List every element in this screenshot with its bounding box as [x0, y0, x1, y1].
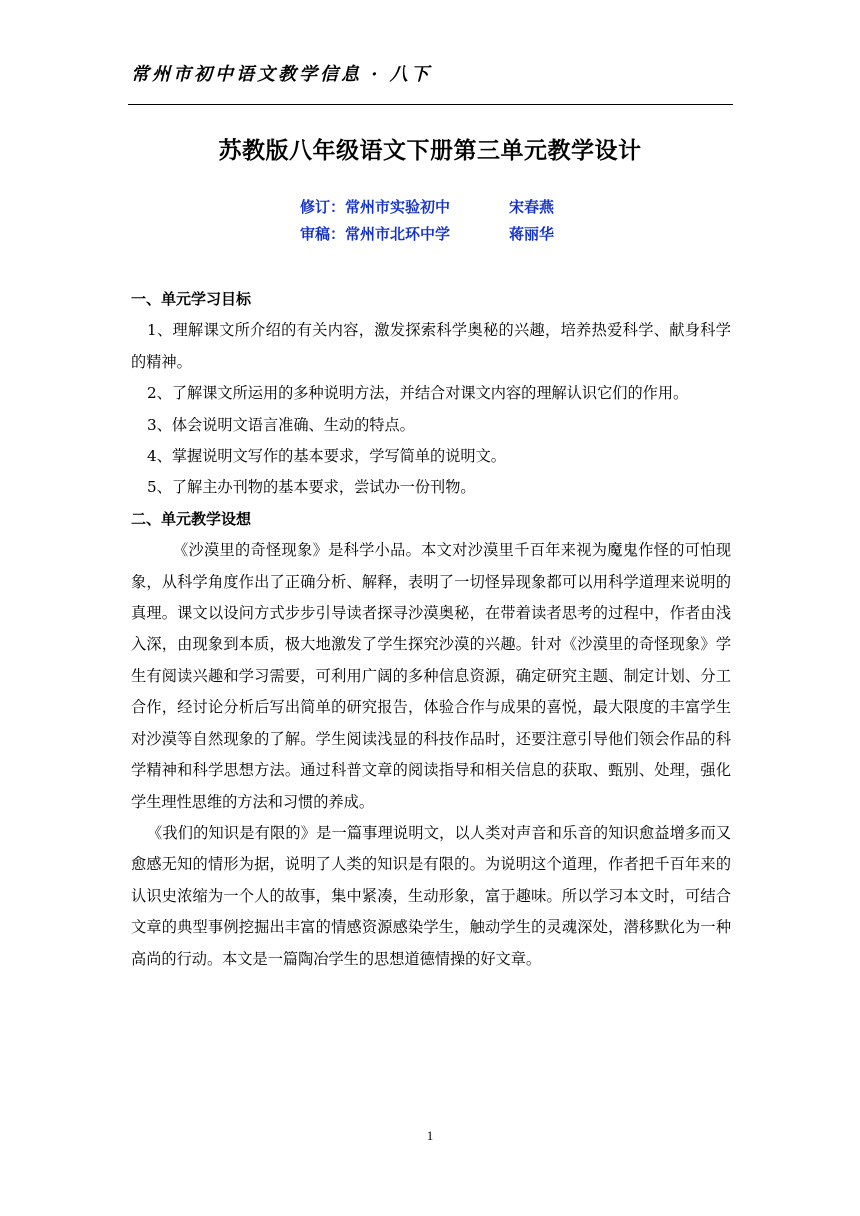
goal-item: 5、了解主办刊物的基本要求，尝试办一份刊物。: [147, 478, 476, 497]
goal-item: 4、掌握说明文写作的基本要求，学写简单的说明文。: [147, 447, 506, 466]
credits-block: [300, 194, 554, 248]
credit-reviser: [300, 194, 554, 221]
credit-person-name: 蒋丽华: [509, 225, 555, 243]
document-title: 苏教版八年级语文下册第三单元教学设计: [218, 138, 642, 164]
section-heading-goals: 一、单元学习目标: [131, 290, 252, 308]
body-paragraph: 《我们的知识是有限的》是一篇事理说明文，以人类对声音和乐音的知识愈益增多而又愈感无知的情形为据，说明了人类的知识是有限的。为说明这个道理，作者把千百年来的认识史浓缩为一个人的故事，集中紧凑，生动形象，富于趣味。所以学习本文时，可结合文章的典型事例挖掘出丰富的情感资源感染学生，触动学生的灵魂深处，潜移默化为一种高尚的行动。本文是一篇陶冶学生的思想道德情操的好文章。: [131, 823, 731, 968]
goal-item: 3、体会说明文语言准确、生动的特点。: [147, 415, 415, 434]
credit-role-institution: 修订：常州市实验初中: [300, 198, 451, 216]
running-header: 常州市初中语文教学信息 · 八下: [131, 64, 432, 85]
credit-role-institution: 审稿：常州市北环中学: [300, 225, 451, 243]
section-heading-design: 二、单元教学设想: [131, 509, 252, 528]
header-divider: [128, 104, 733, 105]
goal-item: 1、理解课文所介绍的有关内容，激发探索科学奥秘的兴趣，培养热爱科学、献身科学的精神。: [131, 321, 731, 371]
credit-person-name: 宋春燕: [509, 198, 555, 216]
body-paragraph: 《沙漠里的奇怪现象》是科学小品。本文对沙漠里千百年来视为魔鬼作怪的可怕现象，从科学角度作出了正确分析、解释，表明了一切怪异现象都可以用科学道理来说明的真理。课文以设问方式步步引导读者探寻沙漠奥秘，在带着读者思考的过程中，作者由浅入深，由现象到本质，极大地激发了学生探究沙漠的兴趣。针对《沙漠里的奇怪现象》学生有阅读兴趣和学习需要，可利用广阔的多种信息资源，确定研究主题、制定计划、分工合作，经讨论分析后写出简单的研究报告，体验合作与成果的喜悦，最大限度的丰富学生对沙漠等自然现象的了解。学生阅读浅显的科技作品时，还要注意引导他们领会作品的科学精神和科学思想方法。通过科普文章的阅读指导和相关信息的获取、甄别、处理，强化学生理性思维的方法和习惯的养成。: [131, 541, 731, 811]
page-number: 1: [426, 1128, 434, 1143]
goal-item: 2、了解课文所运用的多种说明方法，并结合对课文内容的理解认识它们的作用。: [147, 384, 689, 403]
document-body: [131, 284, 731, 975]
credit-reviewer: [300, 221, 554, 248]
